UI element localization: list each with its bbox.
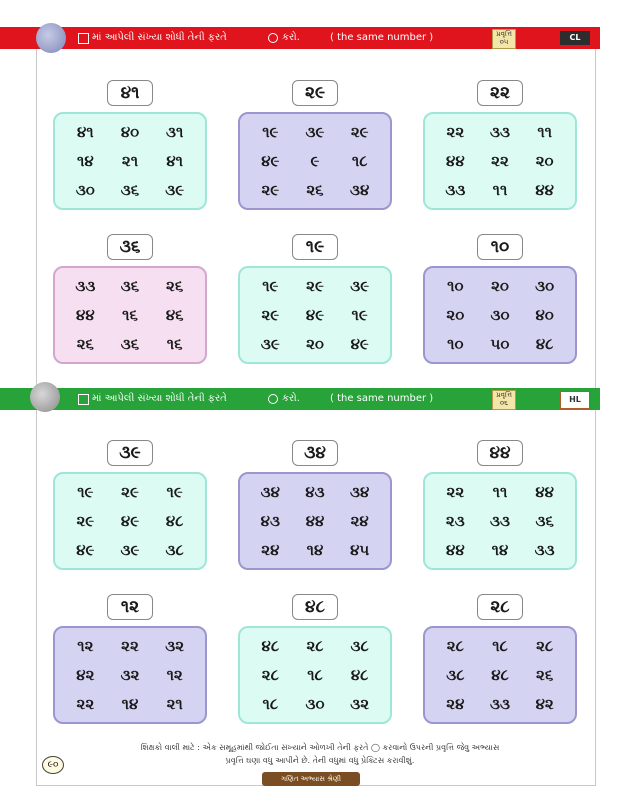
grid-number[interactable]: ૨૪	[261, 540, 280, 559]
target-number: ૩૯	[107, 440, 153, 466]
grid-number[interactable]: ૨૦	[491, 277, 509, 296]
grid-number[interactable]: ૩૦	[535, 277, 555, 296]
grid-number[interactable]: ૯	[310, 151, 320, 170]
footer-note-line2: પ્રવૃત્તિ ઘણા વધુ આપીને છે. તેની વધુમાં વધુ પ્રેક્ટિસ કરાવીશું.	[225, 756, 415, 765]
grid-number[interactable]: ૩૮	[446, 665, 465, 684]
grid-number[interactable]: ૪૯	[76, 540, 95, 559]
grid-number[interactable]: ૧૮	[492, 637, 508, 656]
number-card	[53, 266, 207, 364]
grid-number[interactable]: ૨૯	[350, 123, 369, 142]
grid-number[interactable]: ૧૯	[351, 305, 368, 324]
target-number: ૧૯	[292, 234, 338, 260]
grid-number[interactable]: ૪૪	[446, 540, 465, 559]
number-grid	[425, 114, 575, 208]
number-grid	[55, 628, 205, 722]
grid-number[interactable]: ૧૧	[492, 483, 508, 502]
grid-number[interactable]: ૧૮	[262, 694, 279, 713]
grid-number[interactable]: ૨૧	[121, 151, 139, 170]
grid-number[interactable]: ૩૬	[535, 511, 554, 530]
grid-number[interactable]: ૩૦	[75, 180, 95, 199]
grid-number[interactable]: ૪૯	[350, 334, 369, 353]
grid-number[interactable]: ૩૪	[260, 483, 280, 502]
grid-number[interactable]: ૨૨	[121, 637, 139, 656]
target-number: ૨૮	[477, 594, 523, 620]
grid-number[interactable]: ૨૮	[446, 637, 464, 656]
grid-number[interactable]: ૪૨	[535, 694, 554, 713]
grid-number[interactable]: ૩૨	[350, 694, 370, 713]
grid-number[interactable]: ૩૩	[490, 123, 510, 142]
grid-number[interactable]: ૨૨	[76, 694, 95, 713]
grid-number[interactable]: ૨૮	[261, 665, 279, 684]
grid-number[interactable]: ૩૦	[490, 305, 510, 324]
grid-number[interactable]: ૧૨	[77, 637, 94, 656]
grid-number[interactable]: ૪૨	[76, 665, 95, 684]
number-grid	[55, 114, 205, 208]
grid-number[interactable]: ૧૪	[306, 540, 324, 559]
section2-activity-tag: પ્રવૃત્તિ ૦૬	[492, 390, 516, 410]
number-grid	[425, 268, 575, 362]
number-card	[53, 472, 207, 570]
grid-number[interactable]: ૪૮	[535, 334, 554, 353]
grid-number[interactable]: ૨૯	[121, 483, 139, 502]
grid-number[interactable]: ૩૮	[165, 540, 184, 559]
grid-number[interactable]: ૨૯	[306, 277, 324, 296]
grid-number[interactable]: ૨૮	[536, 637, 554, 656]
grid-number[interactable]: ૩૧	[165, 123, 184, 142]
number-card	[238, 472, 392, 570]
grid-number[interactable]: ૩૩	[534, 540, 555, 559]
grid-number[interactable]: ૪૬	[165, 305, 184, 324]
number-grid	[240, 268, 390, 362]
grid-number[interactable]: ૩૬	[120, 334, 140, 353]
target-number: ૪૧	[107, 80, 153, 106]
grid-number[interactable]: ૨૬	[306, 180, 324, 199]
footer-note-line1: શિક્ષકો વાલી માટે : એક સમૂહમાંથી જોઈતા સંખ્યાને ઓળખી તેની ફરતે ◯ કરવાનો ઉપરની પ્રવૃત્તિ જેવુ અભ્યાસ	[140, 743, 500, 752]
grid-number[interactable]: ૧૪	[491, 540, 509, 559]
hippo-icon	[36, 23, 66, 53]
section1-activity-tag: પ્રવૃત્તિ ૦૫	[492, 29, 516, 49]
number-grid	[55, 268, 205, 362]
grid-number[interactable]: ૪૪	[305, 511, 325, 530]
number-grid	[425, 628, 575, 722]
grid-number[interactable]: ૧૨	[166, 665, 183, 684]
grid-number[interactable]: ૨૬	[166, 277, 184, 296]
grid-number[interactable]: ૪૪	[535, 180, 554, 199]
grid-number[interactable]: ૩૨	[120, 665, 140, 684]
section2-instruction-end: કરો.	[282, 393, 300, 404]
grid-number[interactable]: ૧૯	[77, 483, 94, 502]
target-number: ૩૬	[107, 234, 153, 260]
grid-number[interactable]: ૧૯	[262, 123, 279, 142]
grid-number[interactable]: ૧૦	[447, 334, 464, 353]
grid-number[interactable]: ૨૨	[491, 151, 509, 170]
target-number: ૨૨	[477, 80, 523, 106]
page-number: ૯૦	[42, 756, 64, 774]
grid-number[interactable]: ૪૯	[305, 305, 325, 324]
grid-number[interactable]: ૪૮	[261, 637, 280, 656]
grid-number[interactable]: ૪૪	[76, 305, 95, 324]
number-card	[238, 626, 392, 724]
grid-number[interactable]: ૩૪	[350, 483, 370, 502]
grid-number[interactable]: ૧૮	[307, 665, 323, 684]
grid-number[interactable]: ૫૦	[490, 334, 510, 353]
grid-number[interactable]: ૩૯	[165, 180, 185, 199]
grid-number[interactable]: ૧૯	[262, 277, 279, 296]
grid-number[interactable]: ૧૪	[121, 694, 139, 713]
grid-number[interactable]: ૨૨	[446, 123, 465, 142]
number-card	[423, 266, 577, 364]
grid-number[interactable]: ૨૪	[350, 511, 369, 530]
grid-number[interactable]: ૪૯	[261, 151, 280, 170]
book-brand: ગણિત અભ્યાસ શ્રેણી	[262, 772, 360, 786]
grid-number[interactable]: ૨૪	[446, 694, 465, 713]
grid-number[interactable]: ૨૩	[445, 511, 465, 530]
circle-icon	[268, 33, 278, 43]
grid-number[interactable]: ૨૦	[306, 334, 324, 353]
rhino-icon	[30, 382, 60, 412]
grid-number[interactable]: ૧૧	[537, 123, 553, 142]
section2-english-text: ( the same number )	[330, 393, 434, 404]
target-number: ૩૪	[292, 440, 338, 466]
number-card	[238, 112, 392, 210]
grid-number[interactable]: ૧૯	[166, 483, 183, 502]
grid-number[interactable]: ૧૬	[122, 305, 138, 324]
grid-number[interactable]: ૩૩	[490, 694, 510, 713]
section1-level-code: CL	[560, 31, 590, 45]
grid-number[interactable]: ૪૮	[350, 665, 369, 684]
target-number: ૨૯	[292, 80, 338, 106]
grid-number[interactable]: ૩૦	[305, 694, 325, 713]
grid-number[interactable]: ૩૯	[350, 277, 370, 296]
number-grid	[240, 474, 390, 568]
grid-number[interactable]: ૨૬	[76, 334, 94, 353]
grid-number[interactable]: ૧૦	[447, 277, 464, 296]
grid-number[interactable]: ૪૧	[166, 151, 183, 170]
section1-instruction: માં આપેલી સંખ્યા શોધી તેની ફરતે	[92, 32, 227, 43]
grid-number[interactable]: ૩૯	[305, 123, 325, 142]
number-grid	[425, 474, 575, 568]
grid-number[interactable]: ૩૩	[445, 180, 466, 199]
grid-number[interactable]: ૨૮	[306, 637, 324, 656]
grid-number[interactable]: ૧૧	[492, 180, 508, 199]
grid-number[interactable]: ૪૩	[305, 483, 325, 502]
grid-number[interactable]: ૨૯	[76, 511, 95, 530]
grid-number[interactable]: ૩૯	[260, 334, 280, 353]
section2-level-code: HL	[560, 391, 590, 409]
grid-number[interactable]: ૩૩	[75, 277, 96, 296]
checkbox-icon	[78, 33, 89, 44]
target-number: ૪૪	[477, 440, 523, 466]
number-grid	[240, 628, 390, 722]
grid-number[interactable]: ૨૧	[166, 694, 183, 713]
number-card	[53, 112, 207, 210]
grid-number[interactable]: ૪૦	[535, 305, 554, 324]
grid-number[interactable]: ૪૦	[120, 123, 140, 142]
grid-number[interactable]: ૩૮	[350, 637, 369, 656]
grid-number[interactable]: ૩૨	[165, 637, 185, 656]
grid-number[interactable]: ૨૯	[261, 180, 280, 199]
grid-number[interactable]: ૪૩	[260, 511, 280, 530]
grid-number[interactable]: ૪૮	[165, 511, 184, 530]
grid-number[interactable]: ૧૬	[166, 334, 183, 353]
number-card	[423, 472, 577, 570]
grid-number[interactable]: ૨૯	[261, 305, 280, 324]
grid-number[interactable]: ૩૬	[120, 277, 140, 296]
grid-number[interactable]: ૧૮	[351, 151, 368, 170]
section1-instruction-end: કરો.	[282, 32, 300, 43]
grid-number[interactable]: ૨૦	[535, 151, 554, 170]
grid-number[interactable]: ૨૬	[536, 665, 554, 684]
target-number: ૪૮	[292, 594, 338, 620]
grid-number[interactable]: ૪૧	[77, 123, 94, 142]
checkbox-icon	[78, 394, 89, 405]
grid-number[interactable]: ૩૬	[120, 180, 140, 199]
circle-icon	[268, 394, 278, 404]
grid-number[interactable]: ૩૩	[490, 511, 510, 530]
target-number: ૧૦	[477, 234, 523, 260]
number-card	[53, 626, 207, 724]
grid-number[interactable]: ૩૪	[350, 180, 370, 199]
grid-number[interactable]: ૩૯	[120, 540, 140, 559]
number-card	[423, 112, 577, 210]
grid-number[interactable]: ૪૯	[120, 511, 140, 530]
section1-english-text: ( the same number )	[330, 32, 434, 43]
grid-number[interactable]: ૨૨	[446, 483, 465, 502]
grid-number[interactable]: ૪૫	[350, 540, 370, 559]
section2-instruction: માં આપેલી સંખ્યા શોધી તેની ફરતે	[92, 393, 227, 404]
number-card	[423, 626, 577, 724]
grid-number[interactable]: ૪૪	[535, 483, 554, 502]
number-card	[238, 266, 392, 364]
grid-number[interactable]: ૧૪	[77, 151, 94, 170]
number-grid	[55, 474, 205, 568]
grid-number[interactable]: ૪૪	[446, 151, 465, 170]
number-grid	[240, 114, 390, 208]
grid-number[interactable]: ૨૦	[446, 305, 465, 324]
grid-number[interactable]: ૪૮	[491, 665, 509, 684]
target-number: ૧૨	[107, 594, 153, 620]
